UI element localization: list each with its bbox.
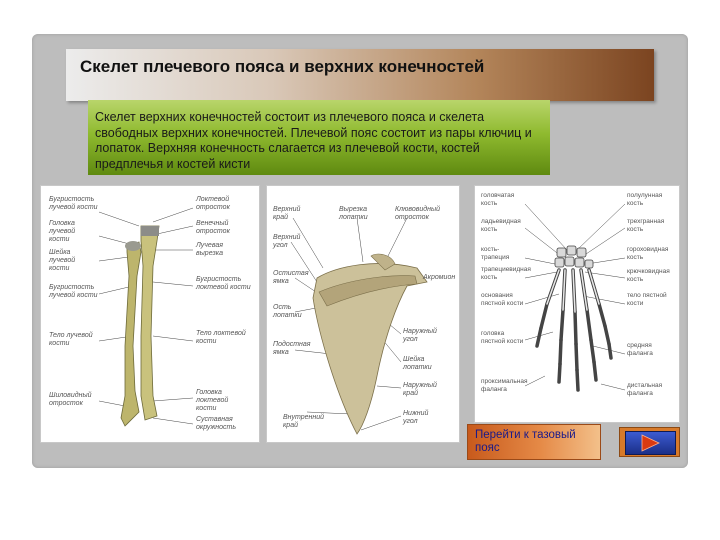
label-radius-tuberosity-2: Бугристость лучевой кости [49, 284, 98, 299]
label-articular-circumference: Суставная окружность [196, 416, 237, 431]
label-acromion: Акромион [423, 274, 456, 281]
title-bar [66, 49, 654, 101]
label-metacarpal-body: тело пястной кости [627, 292, 667, 307]
label-radius-head: Головка лучевой кости [49, 220, 76, 243]
label-distal-phalanx: дистальная фаланга [627, 382, 663, 397]
hand-diagram [474, 185, 680, 423]
label-ulna-head: Головка локтевой кости [196, 389, 229, 412]
label-metacarpal-base: основания пястной кости [481, 292, 524, 307]
play-arrow-icon [626, 432, 675, 454]
label-trapezium: кость-трапеция [481, 246, 510, 261]
label-inferior-angle: Нижний угол [403, 410, 429, 425]
label-ulna-body: Тело локтевой кости [196, 330, 246, 345]
label-scapular-spine: Ость лопатки [273, 304, 302, 319]
goto-pelvic-girdle-button[interactable] [467, 424, 601, 460]
label-middle-phalanx: средняя фаланга [627, 342, 653, 357]
label-radius-body: Тело лучевой кости [49, 332, 93, 347]
label-styloid-process: Шиловидный отросток [49, 392, 92, 407]
label-lunate: полулунная кость [627, 192, 663, 207]
next-button-panel [625, 431, 676, 455]
slide-title: Скелет плечевого пояса и верхних конечностей [80, 57, 485, 76]
forearm-diagram [40, 185, 260, 443]
label-supraspinous-fossa: Остистая ямка [273, 270, 309, 285]
label-scapular-notch: Вырезка лопатки [339, 206, 368, 221]
label-trapezoid: трапециевидная кость [481, 266, 531, 281]
label-scaphoid: ладьевидная кость [481, 218, 521, 233]
label-superior-border: Верхний край [273, 206, 301, 221]
label-lateral-angle: Наружный угол [403, 328, 437, 343]
label-triquetrum: трехгранная кость [627, 218, 665, 233]
label-coronoid-process: Венечный отросток [196, 220, 230, 235]
label-proximal-phalanx: проксимальная фаланга [481, 378, 528, 393]
label-superior-angle: Верхний угол [273, 234, 301, 249]
scapula-diagram [266, 185, 460, 443]
label-radius-neck: Шейка лучевой кости [49, 249, 76, 272]
label-pisiform: гороховидная кость [627, 246, 669, 261]
label-hamate: крючковидная кость [627, 268, 670, 283]
label-radius-tuberosity: Бугристость лучевой кости [49, 196, 98, 211]
label-metacarpal-head: головка пястной кости [481, 330, 524, 345]
label-medial-border: Внутренний край [283, 414, 325, 429]
label-coracoid-process: Клювовидный отросток [395, 206, 441, 221]
next-slide-button[interactable] [619, 427, 680, 457]
label-scapular-neck: Шейка лопатки [403, 356, 432, 371]
label-ulna-tuberosity: Бугристость локтевой кости [196, 276, 251, 291]
label-capitate: головчатая кость [481, 192, 515, 207]
label-radial-notch: Лучевая вырезка [196, 242, 223, 257]
description-box [88, 100, 550, 175]
label-lateral-border: Наружный край [403, 382, 437, 397]
goto-button-label: Перейти к тазовый пояс [475, 429, 576, 454]
label-olecranon: Локтевой отросток [196, 196, 230, 211]
description-text: Скелет верхних конечностей состоит из плечевого пояса и скелета свободных верхних конечностей. Плечевой пояс состоит из пары ключиц и лопаток. Верхняя конечность слагается из плечевой кости, костей предплечья и костей кисти [95, 110, 532, 171]
label-infraspinous-fossa: Подостная ямка [273, 341, 311, 356]
